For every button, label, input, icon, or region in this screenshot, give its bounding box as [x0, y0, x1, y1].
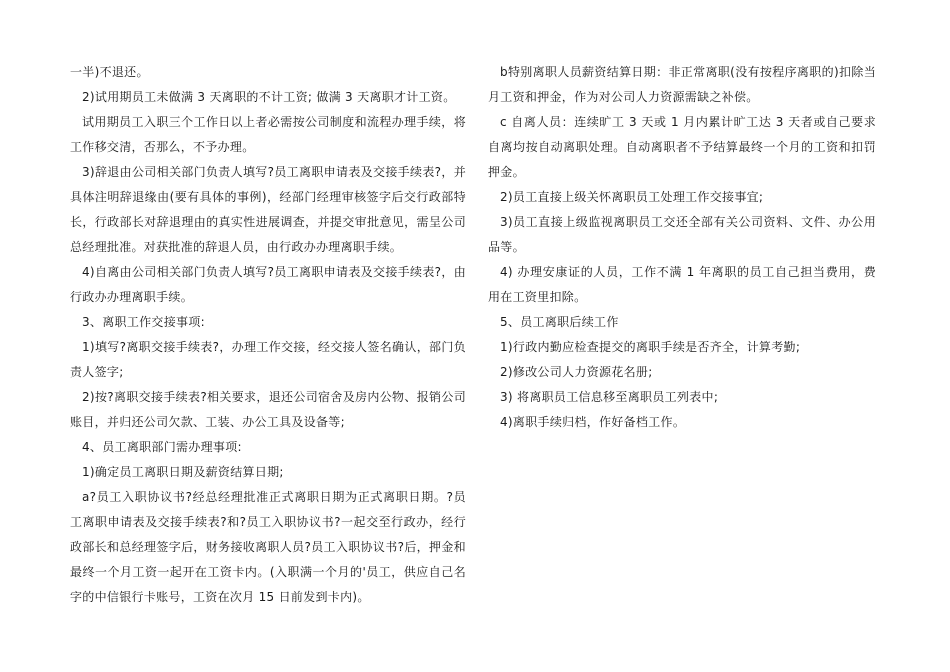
paragraph: 1)行政内勤应检查提交的离职手续是否齐全，计算考勤;: [500, 340, 801, 354]
paragraph: 3) 将离职员工信息移至离职员工列表中;: [500, 390, 719, 404]
paragraph: 3)员工直接上级监视离职员工交还全部有关公司资料、文件、办公用品等。: [488, 215, 876, 254]
paragraph: 4) 办理安康证的人员，工作不满 1 年离职的员工自己担当费用，费用在工资里扣除。: [488, 265, 876, 304]
section-heading: 4、员工离职部门需办理事项:: [82, 440, 242, 454]
paragraph: 试用期员工入职三个工作日以上者必需按公司制度和流程办理手续，将工作移交清，否那么，不予办理。: [70, 115, 466, 154]
paragraph: b特别离职人员薪资结算日期：非正常离职(没有按程序离职的)扣除当月工资和押金，作为对公司人力资源需缺之补偿。: [488, 65, 876, 104]
paragraph: 一半)不退还。: [70, 65, 149, 79]
section-heading: 5、员工离职后续工作: [500, 315, 619, 329]
right-column: [488, 60, 876, 435]
paragraph: 3)辞退由公司相关部门负责人填写?员工离职申请表及交接手续表?，并具体注明辞退缘由(要有具体的事例)，经部门经理审核签字后交行政部特长，行政部长对辞退理由的真实性进展调查，并提交审批意见，需呈公司总经理批准。对获批准的辞退人员，由行政办办理离职手续。: [70, 165, 466, 254]
paragraph: 2)员工直接上级关怀离职员工处理工作交接事宜;: [500, 190, 764, 204]
paragraph: 1)填写?离职交接手续表?，办理工作交接，经交接人签名确认，部门负责人签字;: [70, 340, 466, 379]
paragraph: 2)试用期员工未做满 3 天离职的不计工资; 做满 3 天离职才计工资。: [82, 90, 456, 104]
paragraph: 4)自离由公司相关部门负责人填写?员工离职申请表及交接手续表?，由行政办办理离职手续。: [70, 265, 466, 304]
paragraph: 2)修改公司人力资源花名册;: [500, 365, 653, 379]
paragraph: 1)确定员工离职日期及薪资结算日期;: [82, 465, 284, 479]
paragraph: 4)离职手续归档，作好备档工作。: [500, 415, 686, 429]
paragraph: c 自离人员：连续旷工 3 天或 1 月内累计旷工达 3 天者或自己要求自离均按自动离职处理。自动离职者不予结算最终一个月的工资和扣罚押金。: [488, 115, 876, 179]
left-column: [70, 60, 466, 610]
paragraph: a?员工入职协议书?经总经理批准正式离职日期为正式离职日期。?员工离职申请表及交接手续表?和?员工入职协议书?一起交至行政办，经行政部长和总经理签字后，财务接收离职人员?员工入职协议书?后，押金和最终一个月工资一起开在工资卡内。(入职满一个月的'员工，供应自己名字的中信银行卡账号，工资在次月 15 日前发到卡内)。: [70, 490, 466, 604]
paragraph: 2)按?离职交接手续表?相关要求，退还公司宿舍及房内公物、报销公司账目，并归还公司欠款、工装、办公工具及设备等;: [70, 390, 466, 429]
section-heading: 3、离职工作交接事项:: [82, 315, 205, 329]
